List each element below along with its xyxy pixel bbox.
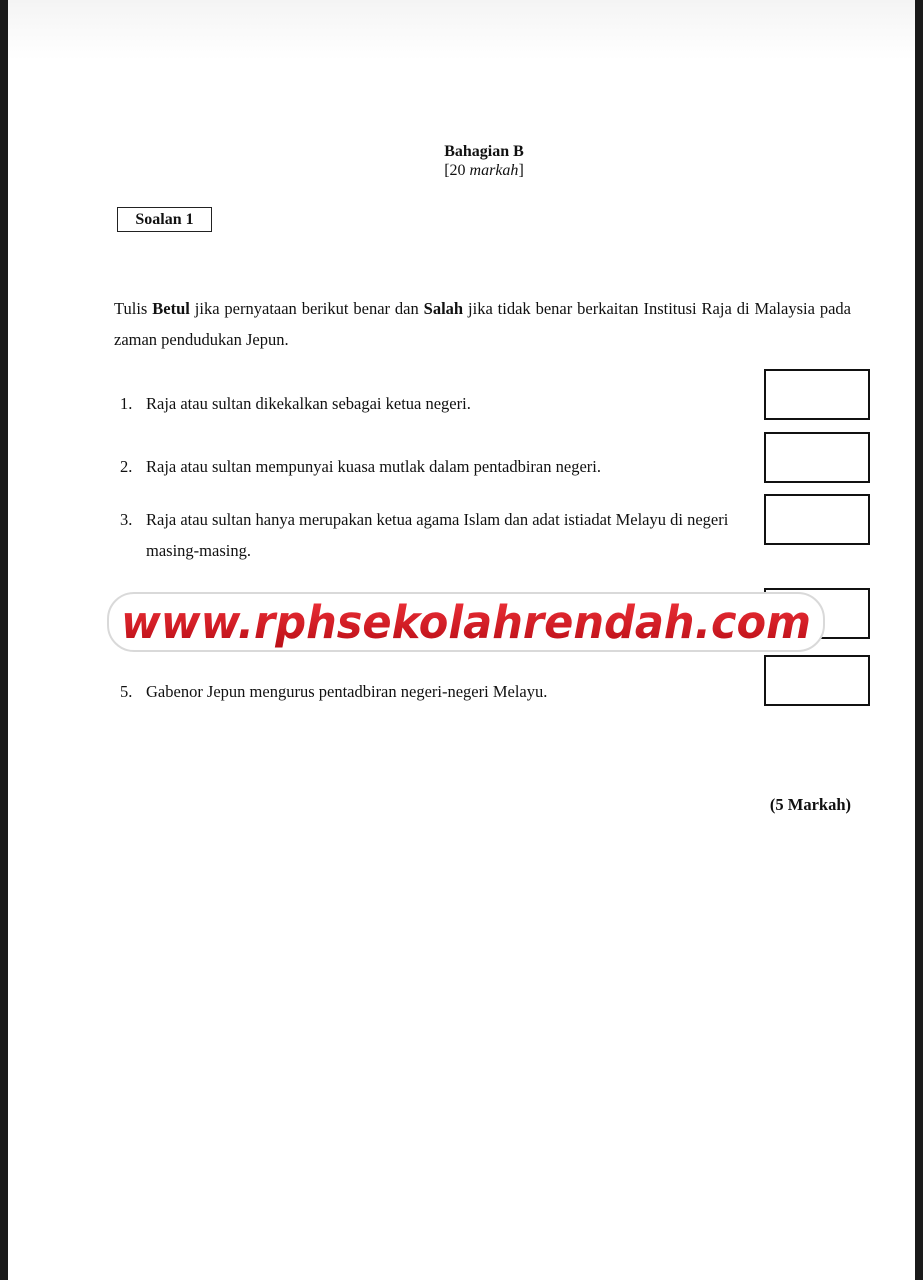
watermark-graphic: [104, 583, 828, 659]
answer-box[interactable]: [764, 494, 870, 545]
instruction-part-1: Tulis: [114, 299, 153, 318]
instruction-text: [114, 293, 851, 355]
statement-text: Gabenor Jepun mengurus pentadbiran negeri-negeri Melayu.: [146, 682, 548, 701]
statement-number: 5.: [120, 682, 133, 701]
exam-page: [8, 0, 915, 1280]
statement-item: [120, 504, 760, 566]
statement-number: 3.: [120, 510, 133, 529]
instruction-part-3: jika tidak benar berkaitan Institusi Raja di Malaysia pada zaman pendudukan Jepun.: [114, 299, 851, 349]
question-label: Soalan 1: [117, 207, 212, 232]
answer-box[interactable]: [764, 432, 870, 483]
answer-box[interactable]: [764, 655, 870, 706]
instruction-part-2: jika pernyataan berikut benar dan: [189, 299, 424, 318]
section-marks-word: markah: [469, 162, 519, 179]
statement-item: [120, 388, 760, 419]
section-marks: [8, 162, 923, 180]
total-marks: (5 Markah): [769, 795, 851, 814]
instruction-bold-salah: Salah: [423, 299, 464, 318]
statement-text: Raja atau sultan hanya merupakan ketua agama Islam dan adat istiadat Melayu di negeri masing-masing.: [146, 510, 729, 560]
section-marks-prefix: [20: [444, 162, 470, 179]
statement-text: Raja atau sultan mempunyai kuasa mutlak dalam pentadbiran negeri.: [146, 457, 601, 476]
statement-item: [120, 676, 760, 707]
watermark-text: www.rphsekolahrendah.com: [121, 596, 811, 649]
statement-number: 2.: [120, 457, 133, 476]
section-marks-suffix: ]: [518, 162, 524, 179]
instruction-bold-betul: Betul: [152, 299, 190, 318]
statement-item: [120, 451, 760, 482]
statement-number: 1.: [120, 394, 133, 413]
section-title: Bahagian B: [444, 143, 524, 160]
statement-text: Raja atau sultan dikekalkan sebagai ketua negeri.: [146, 394, 471, 413]
answer-box[interactable]: [764, 369, 870, 420]
watermark-logo: [104, 583, 828, 659]
page-top-shade: [8, 0, 915, 60]
